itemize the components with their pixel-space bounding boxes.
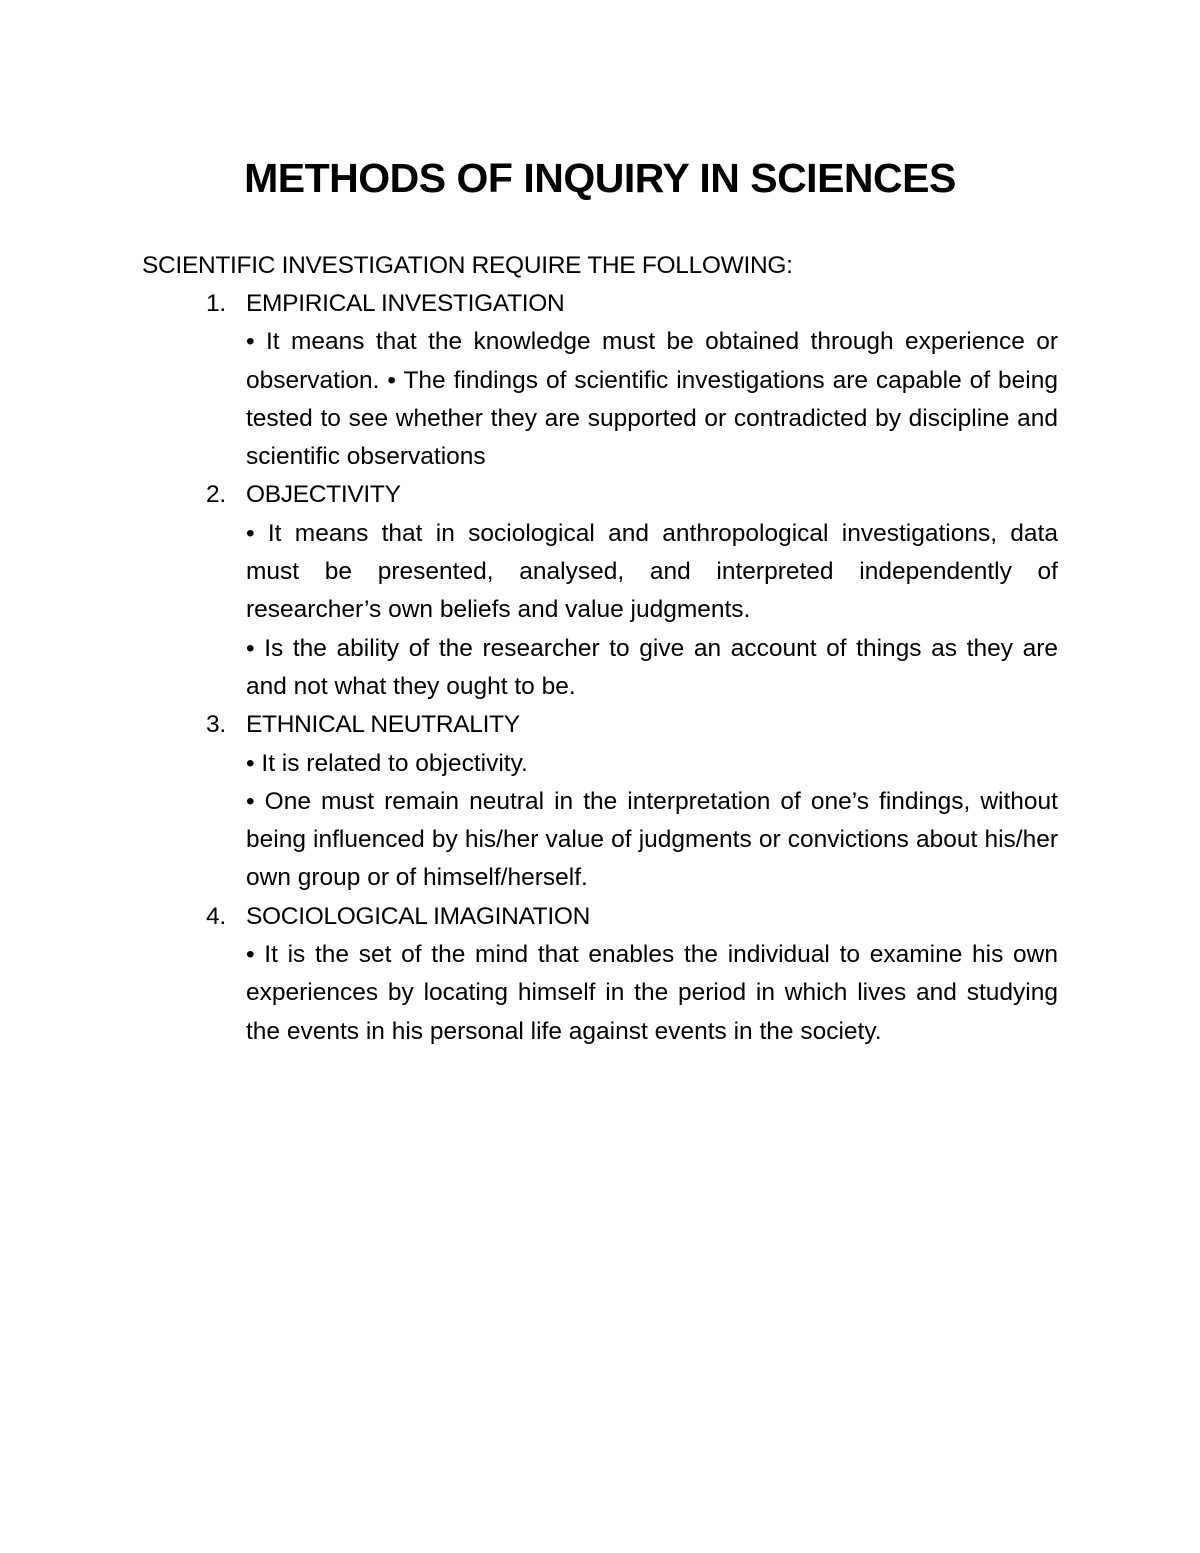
list-item-body [206, 936, 1058, 1051]
paragraph: • One must remain neutral in the interpretation of one’s findings, without being influenced by his/her value of judgments or convictions about his/her own group or of himself/herself. [246, 787, 1058, 892]
list-item [206, 898, 1058, 1051]
list-item-number: 3. [206, 711, 226, 739]
list-item-title: ETHNICAL NEUTRALITY [246, 711, 520, 739]
list-item-title: SOCIOLOGICAL IMAGINATION [246, 902, 591, 930]
list-item-body [206, 323, 1058, 476]
intro-line: SCIENTIFIC INVESTIGATION REQUIRE THE FOLLOWING: [142, 252, 793, 279]
list-item-heading [206, 476, 1058, 514]
list-item [206, 476, 1058, 706]
list-item [206, 285, 1058, 476]
list-item-number: 1. [206, 290, 226, 317]
paragraph: • It means that the knowledge must be obtained through experience or observation. • The findings of scientific investigations are capable of being tested to see whether they are supported or contradicted by discipline and scientific observations [246, 328, 1058, 471]
page-title: METHODS OF INQUIRY IN SCIENCES [244, 155, 956, 201]
list-item [206, 706, 1058, 897]
list-item-number: 2. [206, 481, 226, 509]
paragraph: • It is the set of the mind that enables the individual to examine his own experiences by locating himself in the period in which lives and studying the events in his personal life against events in the society. [246, 941, 1058, 1045]
paragraph: • Is the ability of the researcher to give an account of things as they are and not what they ought to be. [246, 634, 1058, 700]
list-item-heading [206, 898, 1058, 936]
list-item-title: EMPIRICAL INVESTIGATION [246, 290, 565, 317]
list-item-heading [206, 285, 1058, 323]
paragraph: • It is related to objectivity. [246, 749, 528, 777]
list-item-number: 4. [206, 902, 226, 930]
list-item-body [206, 745, 1058, 898]
paragraph: • It means that in sociological and anthropological investigations, data must be presented, analysed, and interpreted independently of researcher’s own beliefs and value judgments. [246, 519, 1058, 624]
requirements-list [206, 285, 1058, 1051]
list-item-heading [206, 706, 1058, 744]
list-item-body [206, 515, 1058, 706]
list-item-title: OBJECTIVITY [246, 481, 401, 509]
